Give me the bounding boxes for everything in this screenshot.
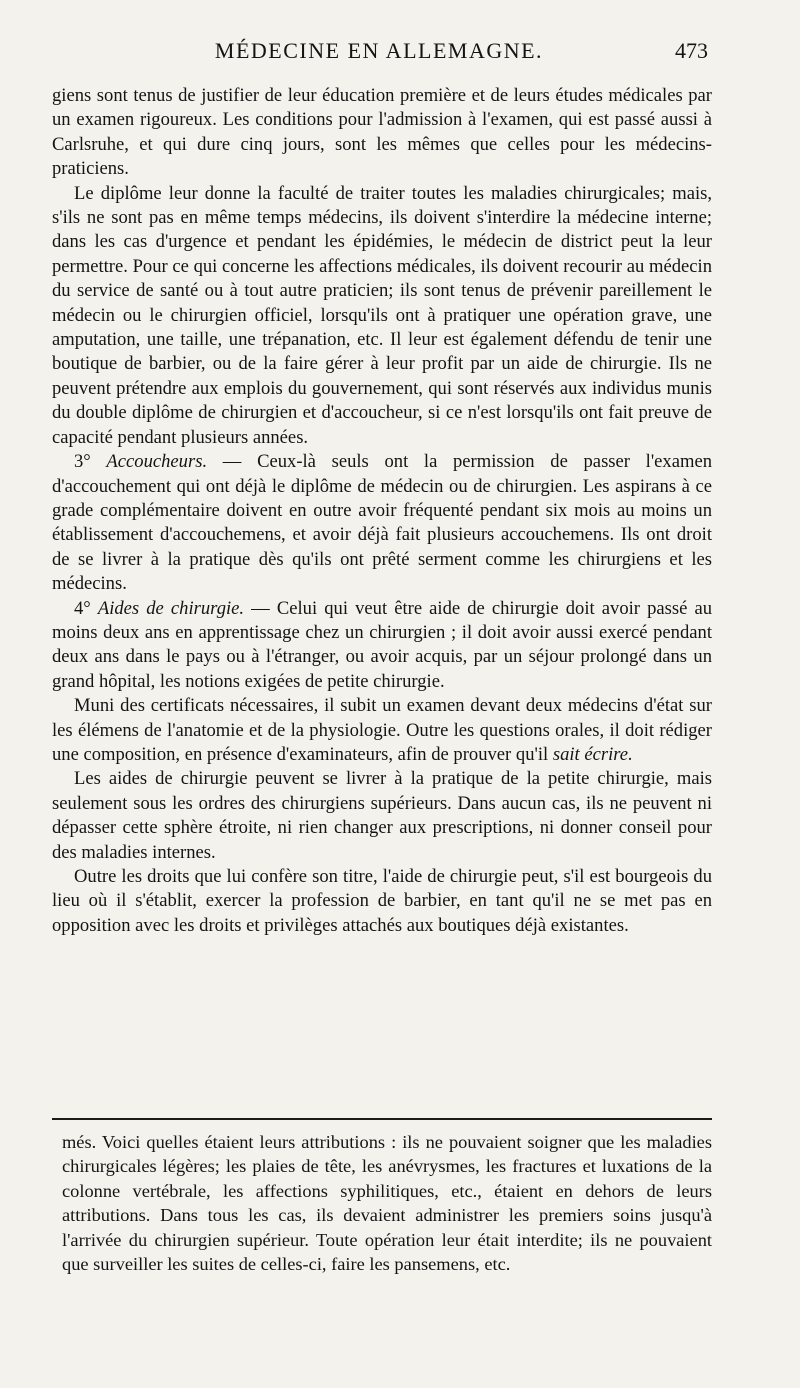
footnote-divider	[52, 1118, 712, 1120]
page-number: 473	[675, 38, 708, 63]
running-title: MÉDECINE EN ALLEMAGNE.	[214, 38, 544, 63]
section-number: 4°	[74, 597, 91, 619]
main-text	[52, 84, 712, 938]
paragraph	[52, 450, 712, 596]
paragraph-text: — Ceux-là seuls ont la permission de passer l'examen d'accouchement qui ont déjà le diplôme de médecin ou de chirurgien. Les aspirans à ce grade complémentaire doivent en outre avoir fréquenté pendant six mois au moins un établissement d'accouchemens, et avoir déjà fait plusieurs accouchemens. Ils ont droit de se livrer à la pratique dès qu'ils ont prêté serment comme les chirurgiens et les médecins.	[52, 451, 712, 595]
paragraph-text: — Celui qui veut être aide de chirurgie doit avoir passé au moins deux ans en apprentissage chez un chirurgien ; il doit avoir aussi exercé pendant deux ans dans le pays ou à l'étranger, ou avoir acquis, par un séjour prolongé dans un grand hôpital, les notions exigées de petite chirurgie.	[52, 597, 712, 692]
paragraph: Les aides de chirurgie peuvent se livrer à la pratique de la petite chirurgie, mais seulement sous les ordres des chirurgiens supérieurs. Dans aucun cas, ils ne peuvent ni dépasser cette sphère étroite, ni rien changer aux prescriptions, ni donner conseil pour des maladies internes.	[52, 768, 712, 863]
paragraph: Le diplôme leur donne la faculté de traiter toutes les maladies chirurgicales; mais, s'ils ne sont pas en même temps médecins, ils doivent s'interdire la médecine interne; dans les cas d'urgence et pendant les épidémies, le médecin de district peut la leur permettre. Pour ce qui concerne les affections médicales, ils doivent recourir au médecin du service de santé ou à tout autre praticien; ils sont tenus de prévenir pareillement le médecin ou le chirurgien officiel, lorsqu'ils ont à pratiquer une opération grave, une amputation, une taille, une trépanation, etc. Il leur est également défendu de tenir une boutique de barbier, ou de la faire gérer à leur profit par un aide de chirurgie. Ils ne peuvent prétendre aux emplois du gouvernement, qui sont réservés aux individus munis du double diplôme de chirurgien et d'accoucheur, si ce n'est lorsqu'ils ont fait preuve de capacité pendant plusieurs années.	[52, 182, 712, 448]
italic-phrase: sait écrire.	[552, 743, 633, 765]
section-number: 3°	[74, 451, 91, 473]
paragraph-text: Muni des certificats nécessaires, il subit un examen devant deux médecins d'état sur les élémens de l'anatomie et de la physiologie. Outre les questions orales, il doit rédiger une composition, en présence d'examinateurs, afin de prouver qu'il	[52, 695, 712, 765]
paragraph	[52, 597, 712, 695]
section-heading: Aides de chirurgie.	[97, 597, 245, 619]
paragraph: Outre les droits que lui confère son titre, l'aide de chirurgie peut, s'il est bourgeois du lieu où il s'établit, exercer la profession de barbier, en tant qu'il ne se met pas en opposition avec les droits et privilèges attachés aux boutiques déjà existantes.	[52, 866, 712, 936]
running-header	[50, 38, 708, 72]
paragraph: giens sont tenus de justifier de leur éducation première et de leurs études médicales par un examen rigoureux. Les conditions pour l'admission à l'examen, qui est passé aussi à Carlsruhe, et qui dure cinq jours, sont les mêmes que celles pour les médecins-praticiens.	[52, 85, 712, 180]
section-heading: Accoucheurs.	[106, 451, 208, 473]
paragraph	[52, 694, 712, 767]
footnote-text: més. Voici quelles étaient leurs attributions : ils ne pouvaient soigner que les maladies chirurgicales légères; les plaies de tête, les anévrysmes, les fractures et luxations de la colonne vertébrale, les affections syphilitiques, etc., étaient en dehors de leurs attributions. Dans tous les cas, ils devaient administrer les premiers soins jusqu'à l'arrivée du chirurgien supérieur. Toute opération leur était interdite; ils ne pouvaient que surveiller les suites de celles-ci, faire les pansemens, etc.	[62, 1132, 712, 1275]
footnote	[62, 1130, 712, 1276]
